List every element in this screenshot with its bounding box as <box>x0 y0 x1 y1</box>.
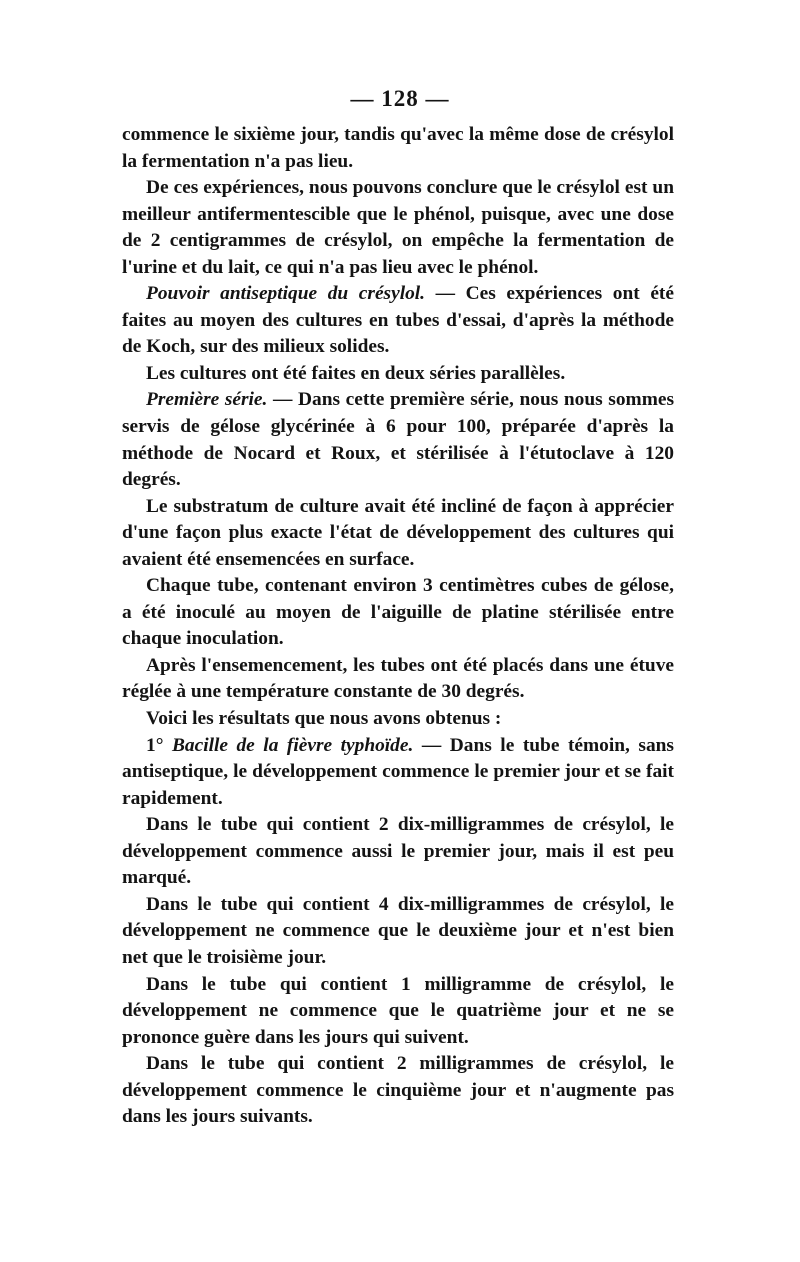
paragraph <box>122 387 674 493</box>
paragraph <box>122 281 674 361</box>
paragraph: Chaque tube, contenant environ 3 centimètres cubes de gélose, a été inoculé au moyen de l'aiguille de platine stérilisée entre chaque inoculation. <box>122 575 674 650</box>
paragraph: De ces expériences, nous pouvons conclure que le crésylol est un meilleur antifermentescible que le phénol, puisque, avec une dose de 2 centigrammes de crésylol, on empêche la fermentation de l'urine et du lait, ce qui n'a pas lieu avec le phénol. <box>122 177 674 278</box>
paragraph-text: — Ces expériences ont été faites au moyen des cultures en tubes d'essai, d'après la méthode de Koch, sur des milieux solides. <box>122 283 674 358</box>
paragraph <box>122 733 674 813</box>
paragraph: Les cultures ont été faites en deux séries parallèles. <box>146 362 566 384</box>
page-number: — 128 — <box>350 86 450 111</box>
paragraph: Dans le tube qui contient 2 milligrammes de crésylol, le développement commence le cinquième jour et n'augmente pas dans les jours suivants. <box>122 1053 674 1128</box>
paragraph: Voici les résultats que nous avons obtenus : <box>146 708 502 730</box>
paragraph: Dans le tube qui contient 2 dix-milligrammes de crésylol, le développement commence aussi le premier jour, mais il est peu marqué. <box>122 814 674 889</box>
paragraph: Dans le tube qui contient 1 milligramme de crésylol, le développement ne commence que le quatrième jour et ne se prononce guère dans les jours qui suivent. <box>122 973 674 1048</box>
list-number: 1° <box>146 734 172 756</box>
section-heading: Bacille de la fièvre typhoïde. <box>171 734 414 756</box>
paragraph: Dans le tube qui contient 4 dix-milligrammes de crésylol, le développement ne commence que le deuxième jour et n'est bien net que le troisième jour. <box>122 893 674 968</box>
paragraph: commence le sixième jour, tandis qu'avec la même dose de crésylol la fermentation n'a pas lieu. <box>122 124 674 172</box>
paragraph: Après l'ensemencement, les tubes ont été placés dans une étuve réglée à une température constante de 30 degrés. <box>122 654 674 703</box>
paragraph-text: — Dans cette première série, nous nous sommes servis de gélose glycérinée à 6 pour 100, préparée d'après la méthode de Nocard et Roux, et stérilisée à l'étutoclave à 120 degrés. <box>122 389 674 491</box>
body-text <box>122 122 674 1131</box>
section-heading: Pouvoir antiseptique du crésylol. <box>146 283 426 305</box>
paragraph-text: — Dans le tube témoin, sans antiseptique, le développement commence le premier jour et se fait rapidement. <box>122 734 674 809</box>
paragraph: Le substratum de culture avait été incliné de façon à apprécier d'une façon plus exacte l'état de développement des cultures qui avaient été ensemencées en surface. <box>122 495 674 570</box>
section-heading: Première série. <box>146 389 268 411</box>
